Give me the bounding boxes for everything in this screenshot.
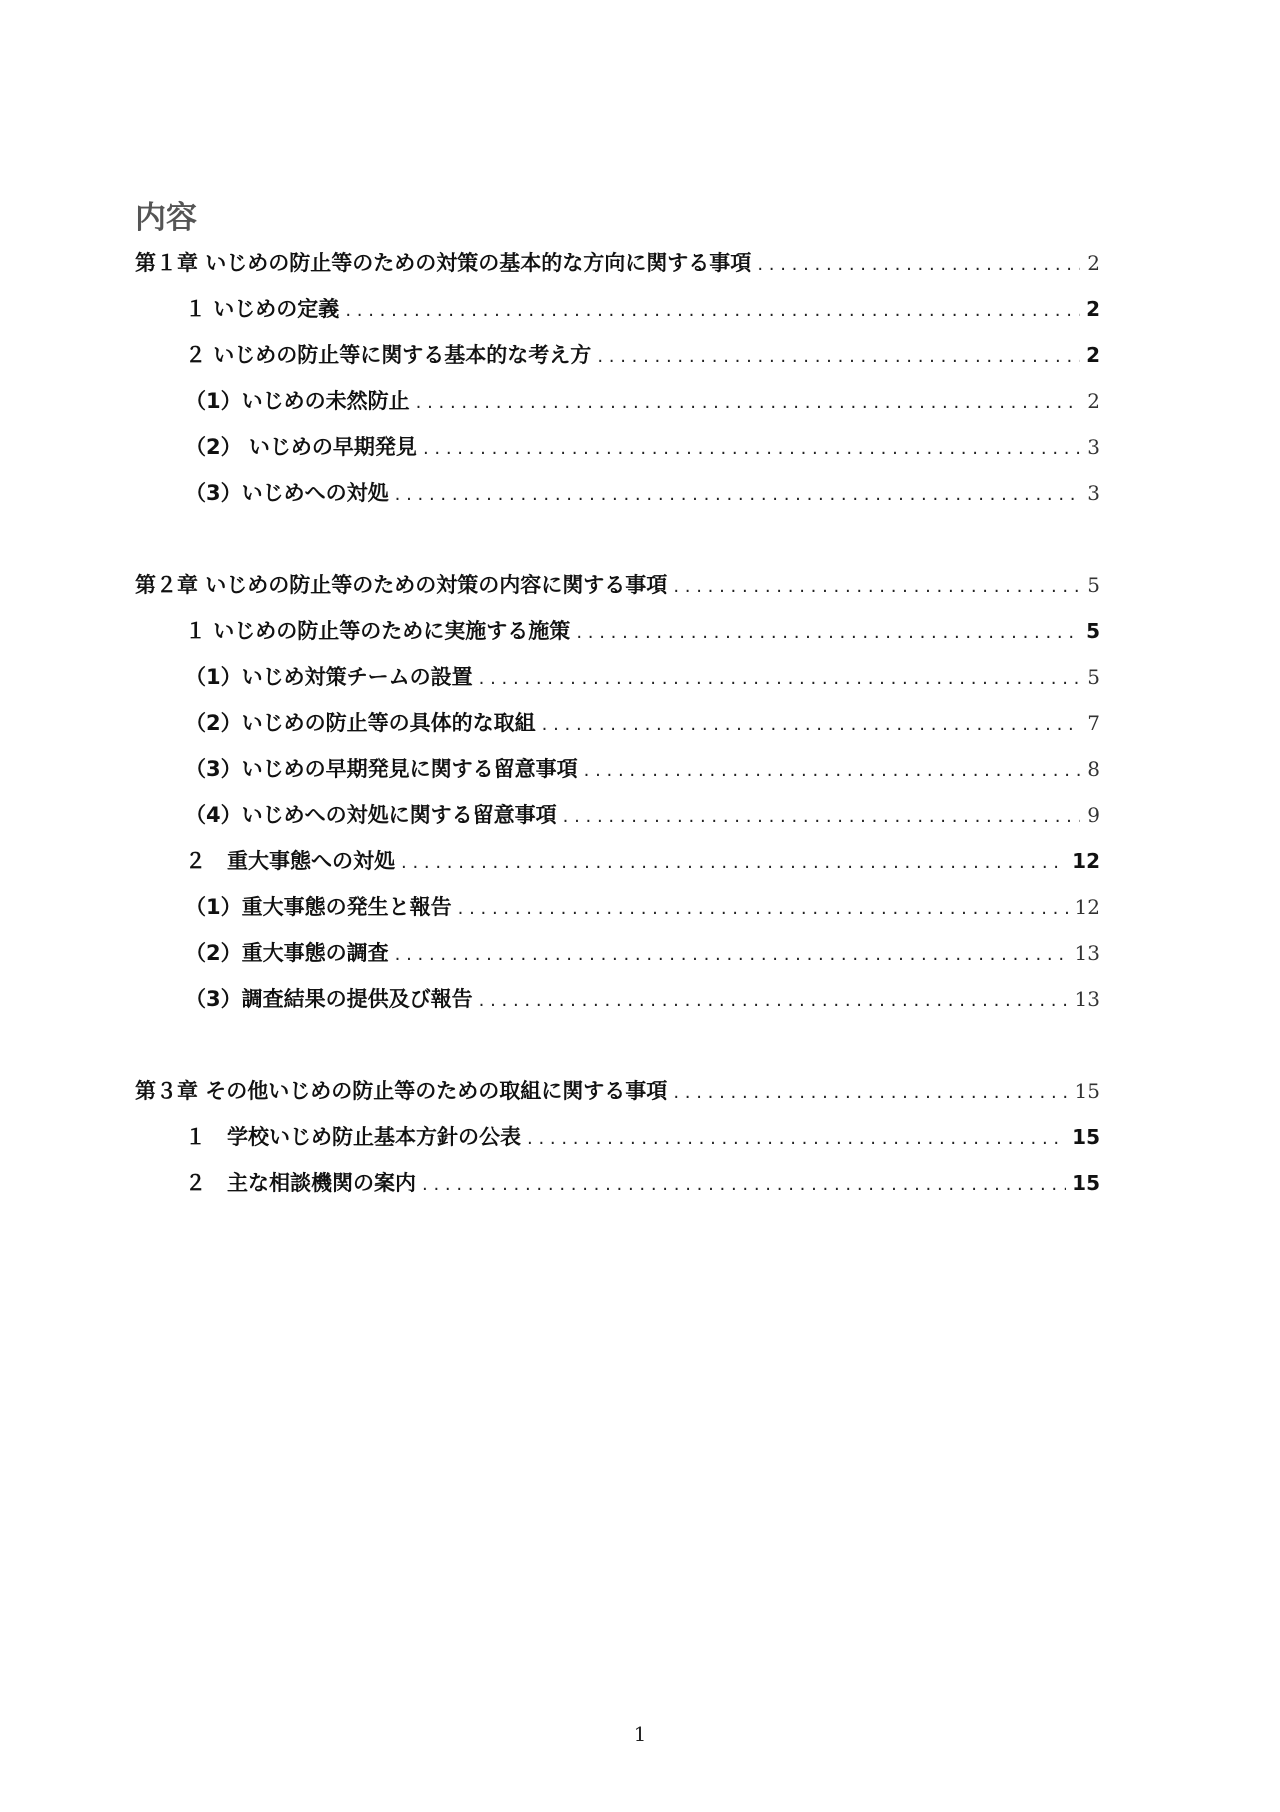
- toc-entry-label: （4）いじめへの対処に関する留意事項: [185, 803, 557, 827]
- toc-entry-label: （3）いじめの早期発見に関する留意事項: [185, 757, 578, 781]
- toc-entry-label: （1）いじめの未然防止: [185, 389, 410, 413]
- toc-item[interactable]: [135, 1114, 1100, 1160]
- toc-entry-label: （2） いじめの早期発見: [185, 435, 417, 459]
- toc-entry-label: １ いじめの定義: [185, 297, 340, 321]
- toc-entry-label: （2）重大事態の調査: [185, 941, 389, 965]
- toc-item[interactable]: [135, 700, 1100, 746]
- dot-leader: [416, 380, 1080, 426]
- toc-entry-page: 7: [1087, 711, 1100, 735]
- toc-item[interactable]: [135, 286, 1100, 332]
- toc-item[interactable]: [135, 654, 1100, 700]
- toc-entry-label: 第１章 いじめの防止等のための対策の基本的な方向に関する事項: [135, 251, 752, 275]
- dot-leader: [673, 1070, 1068, 1116]
- dot-leader: [757, 242, 1080, 288]
- toc-chapter-heading[interactable]: [135, 1068, 1100, 1114]
- toc-entry-label: １ 学校いじめ防止基本方針の公表: [185, 1125, 521, 1149]
- toc-chapter-1: [135, 240, 1100, 516]
- dot-leader: [479, 978, 1069, 1024]
- toc-item[interactable]: [135, 838, 1100, 884]
- toc-entry-page: 3: [1087, 435, 1100, 459]
- toc-chapter-heading[interactable]: [135, 240, 1100, 286]
- toc-item[interactable]: [135, 608, 1100, 654]
- table-of-contents: [135, 240, 1100, 1206]
- toc-entry-page: 13: [1074, 941, 1100, 965]
- toc-entry-page: 2: [1087, 251, 1100, 275]
- toc-entry-page: 15: [1072, 1125, 1100, 1149]
- toc-item[interactable]: [135, 1160, 1100, 1206]
- toc-entry-label: （3）いじめへの対処: [185, 481, 389, 505]
- dot-leader: [395, 932, 1069, 978]
- toc-item[interactable]: [135, 884, 1100, 930]
- page-title: 内容: [135, 200, 197, 236]
- toc-entry-page: 2: [1086, 343, 1100, 367]
- toc-entry-page: 15: [1072, 1171, 1100, 1195]
- toc-entry-label: （2）いじめの防止等の具体的な取組: [185, 711, 536, 735]
- dot-leader: [479, 656, 1080, 702]
- dot-leader: [423, 426, 1080, 472]
- toc-entry-label: 第２章 いじめの防止等のための対策の内容に関する事項: [135, 573, 668, 597]
- toc-entry-label: （1）重大事態の発生と報告: [185, 895, 452, 919]
- dot-leader: [576, 610, 1080, 656]
- dot-leader: [584, 748, 1080, 794]
- toc-entry-page: 12: [1074, 895, 1100, 919]
- dot-leader: [345, 288, 1080, 334]
- toc-chapter-3: [135, 1068, 1100, 1206]
- toc-entry-label: （1）いじめ対策チームの設置: [185, 665, 473, 689]
- toc-entry-page: 8: [1087, 757, 1100, 781]
- toc-entry-page: 12: [1072, 849, 1100, 873]
- toc-entry-page: 9: [1087, 803, 1100, 827]
- toc-item[interactable]: [135, 378, 1100, 424]
- page-number: 1: [633, 1722, 647, 1746]
- toc-item[interactable]: [135, 792, 1100, 838]
- toc-entry-page: 2: [1086, 297, 1100, 321]
- toc-chapter-heading[interactable]: [135, 562, 1100, 608]
- toc-entry-page: 5: [1087, 573, 1100, 597]
- toc-entry-label: ２ 主な相談機関の案内: [185, 1171, 416, 1195]
- toc-entry-label: ２ いじめの防止等に関する基本的な考え方: [185, 343, 592, 367]
- dot-leader: [597, 334, 1080, 380]
- toc-entry-page: 2: [1087, 389, 1100, 413]
- toc-entry-label: （3）調査結果の提供及び報告: [185, 987, 473, 1011]
- toc-item[interactable]: [135, 976, 1100, 1022]
- toc-entry-label: ２ 重大事態への対処: [185, 849, 395, 873]
- dot-leader: [401, 840, 1066, 886]
- toc-item[interactable]: [135, 424, 1100, 470]
- toc-item[interactable]: [135, 746, 1100, 792]
- toc-entry-page: 3: [1087, 481, 1100, 505]
- toc-item[interactable]: [135, 930, 1100, 976]
- toc-entry-label: 第３章 その他いじめの防止等のための取組に関する事項: [135, 1079, 668, 1103]
- toc-entry-page: 5: [1086, 619, 1100, 643]
- dot-leader: [527, 1116, 1066, 1162]
- toc-chapter-2: [135, 562, 1100, 1022]
- dot-leader: [458, 886, 1069, 932]
- dot-leader: [542, 702, 1080, 748]
- dot-leader: [422, 1162, 1066, 1208]
- toc-entry-page: 15: [1074, 1079, 1100, 1103]
- toc-entry-page: 13: [1074, 987, 1100, 1011]
- dot-leader: [563, 794, 1080, 840]
- toc-item[interactable]: [135, 470, 1100, 516]
- toc-item[interactable]: [135, 332, 1100, 378]
- toc-entry-page: 5: [1087, 665, 1100, 689]
- dot-leader: [673, 564, 1080, 610]
- toc-entry-label: １ いじめの防止等のために実施する施策: [185, 619, 571, 643]
- dot-leader: [395, 472, 1080, 518]
